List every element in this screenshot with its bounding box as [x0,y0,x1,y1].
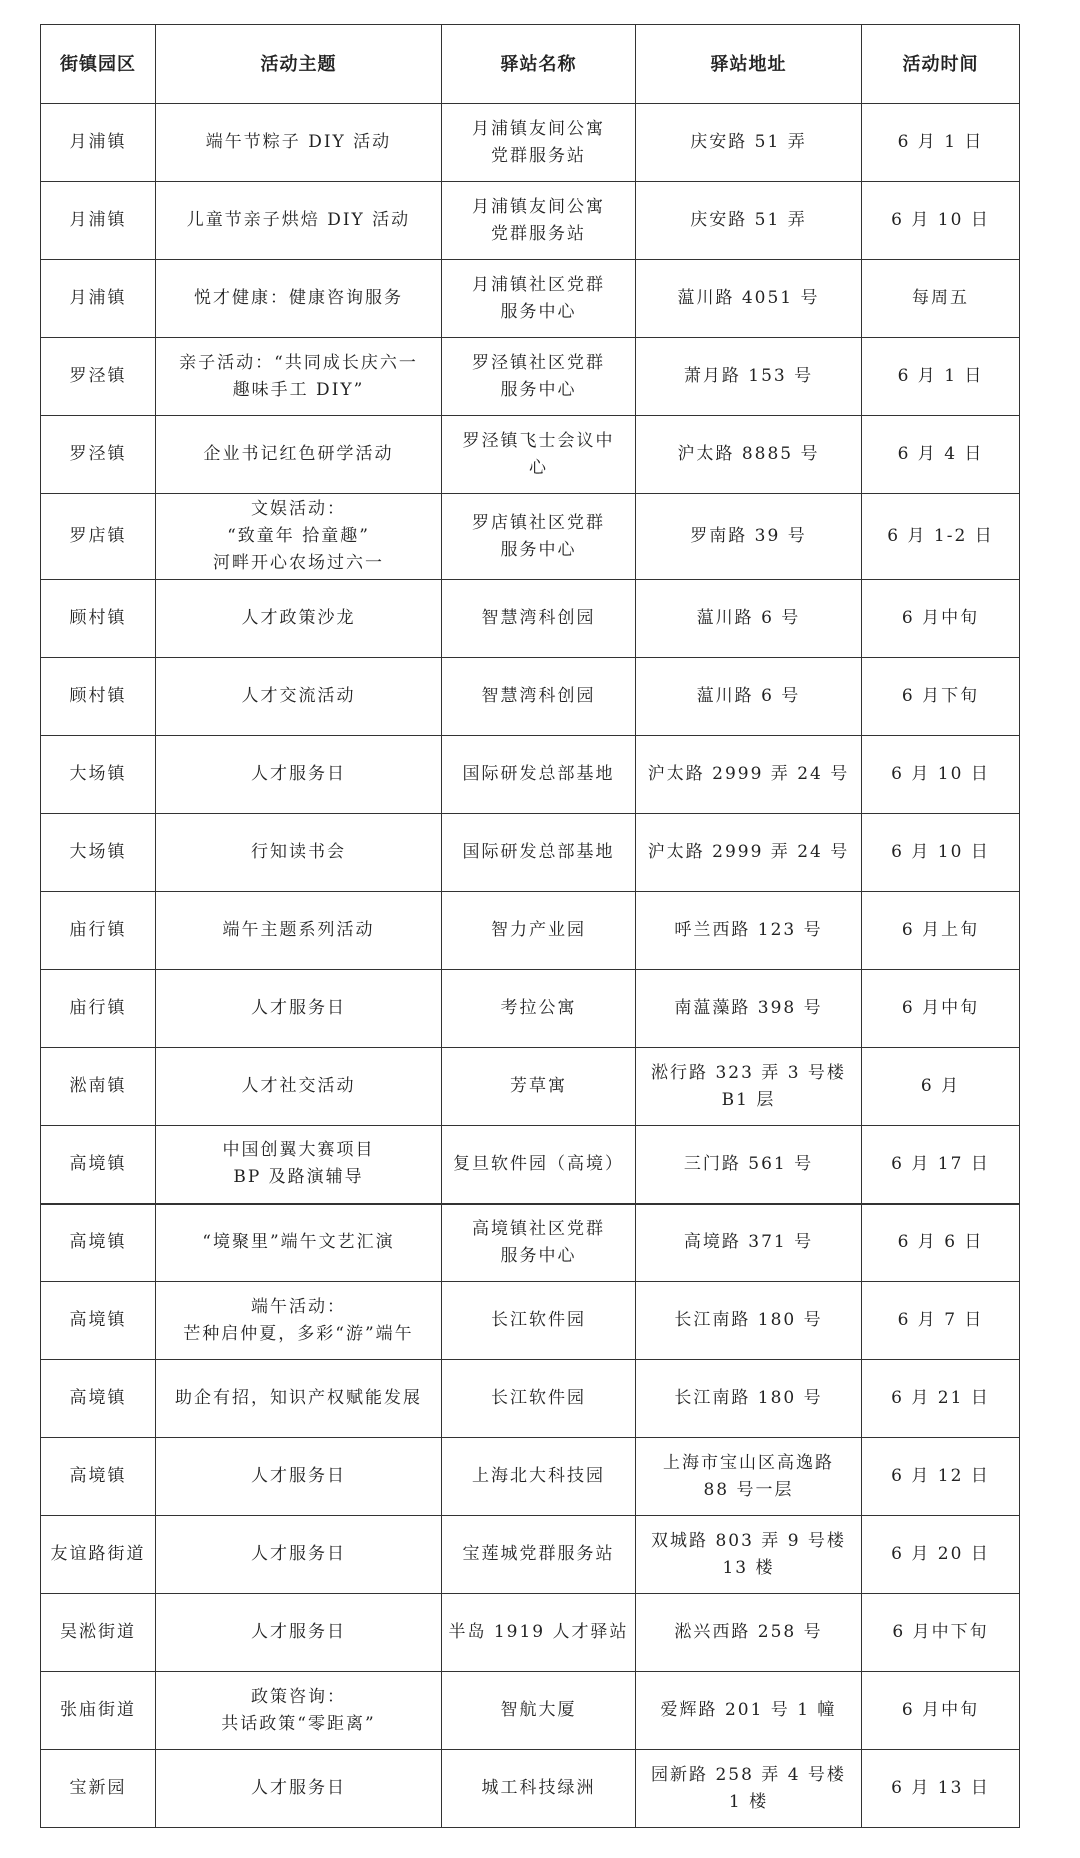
cell-theme [156,1360,442,1438]
cell-line: 呼兰西路 123 号 [674,920,823,940]
cell-station [442,580,636,658]
cell-town: 高境镇 [41,1360,156,1438]
cell-time: 6 月 20 日 [862,1516,1020,1594]
cell-line: 端午节粽子 DIY 活动 [205,132,392,152]
cell-line: 国际研发总部基地 [462,842,615,862]
cell-time: 6 月 21 日 [862,1360,1020,1438]
cell-time: 6 月上旬 [862,892,1020,970]
cell-station [442,736,636,814]
cell-town: 高境镇 [41,1282,156,1360]
cell-theme [156,1594,442,1672]
cell-line: 月浦镇友间公寓 [472,196,605,217]
cell-line: 人才服务日 [251,1778,346,1798]
table-row [41,260,1020,338]
cell-line: 国际研发总部基地 [462,764,615,784]
cell-address [636,1126,862,1204]
cell-line: 人才服务日 [251,1466,346,1486]
cell-line: 淞兴西路 258 号 [674,1622,823,1642]
header-address: 驿站地址 [636,25,862,104]
cell-line: 长江南路 180 号 [674,1388,823,1408]
cell-town: 友谊路街道 [41,1516,156,1594]
cell-station [442,1672,636,1750]
cell-line: 罗南路 39 号 [690,526,807,546]
cell-address [636,182,862,260]
activity-table [40,24,1020,1828]
table-header-row [41,25,1020,104]
cell-town: 吴淞街道 [41,1594,156,1672]
cell-address [636,416,862,494]
cell-line: 芳草寓 [510,1076,567,1096]
cell-line: 上海北大科技园 [472,1466,605,1486]
cell-town: 庙行镇 [41,970,156,1048]
cell-line: BP 及路演辅导 [233,1167,364,1188]
cell-line: 服务中心 [500,539,577,560]
cell-line: 人才服务日 [251,998,346,1018]
cell-line: 蕰川路 6 号 [696,686,801,706]
cell-time: 6 月 12 日 [862,1438,1020,1516]
cell-station [442,1438,636,1516]
cell-station [442,1282,636,1360]
cell-station [442,814,636,892]
table-row [41,1672,1020,1750]
cell-time: 6 月 7 日 [862,1282,1020,1360]
cell-line: 沪太路 2999 弄 24 号 [647,842,850,862]
cell-line: B1 层 [721,1089,776,1110]
cell-line: 长江南路 180 号 [674,1310,823,1330]
table-row [41,494,1020,580]
cell-theme [156,580,442,658]
cell-line: 党群服务站 [491,223,586,244]
cell-town: 月浦镇 [41,182,156,260]
cell-address [636,970,862,1048]
cell-line: 助企有招，知识产权赋能发展 [175,1388,422,1408]
cell-station [442,1048,636,1126]
cell-line: 庆安路 51 弄 [690,210,807,230]
cell-time: 6 月中旬 [862,580,1020,658]
cell-line: 亲子活动：“共同成长庆六一 [179,352,418,373]
cell-time: 6 月 [862,1048,1020,1126]
cell-town: 高境镇 [41,1204,156,1282]
cell-theme [156,658,442,736]
cell-town: 庙行镇 [41,892,156,970]
cell-theme [156,1282,442,1360]
cell-address [636,1360,862,1438]
cell-address [636,814,862,892]
cell-theme [156,814,442,892]
cell-line: 13 楼 [722,1557,775,1578]
cell-time: 6 月 1-2 日 [862,494,1020,580]
cell-theme [156,260,442,338]
cell-time: 6 月 10 日 [862,814,1020,892]
cell-address [636,1594,862,1672]
cell-line: 蕰川路 4051 号 [677,288,820,308]
cell-town: 罗泾镇 [41,338,156,416]
table-row [41,416,1020,494]
cell-time: 6 月 10 日 [862,736,1020,814]
table-row [41,892,1020,970]
cell-line: 1 楼 [728,1791,769,1812]
cell-town: 罗店镇 [41,494,156,580]
cell-theme [156,736,442,814]
cell-line: 中国创翼大赛项目 [222,1140,375,1161]
cell-theme [156,338,442,416]
cell-station [442,104,636,182]
cell-line: 城工科技绿洲 [481,1778,596,1798]
cell-address [636,104,862,182]
cell-line: 园新路 258 弄 4 号楼 [651,1764,846,1785]
cell-line: 月浦镇社区党群 [472,274,605,295]
cell-town: 月浦镇 [41,104,156,182]
cell-town: 大场镇 [41,736,156,814]
cell-line: 政策咨询： [251,1686,346,1707]
cell-line: 上海市宝山区高逸路 [663,1452,834,1473]
cell-line: 芒种启仲夏，多彩“游”端午 [183,1323,414,1344]
cell-time: 6 月 4 日 [862,416,1020,494]
cell-time: 6 月 13 日 [862,1750,1020,1828]
cell-line: 服务中心 [500,301,577,322]
cell-line: 罗泾镇飞士会议中 [462,430,615,451]
cell-town: 高境镇 [41,1126,156,1204]
cell-theme [156,1672,442,1750]
cell-line: 智力产业园 [491,920,586,940]
cell-line: 儿童节亲子烘焙 DIY 活动 [186,210,411,230]
cell-address [636,1516,862,1594]
cell-address [636,1438,862,1516]
cell-town: 宝新园 [41,1750,156,1828]
cell-town: 大场镇 [41,814,156,892]
cell-line: 萧月路 153 号 [683,366,814,386]
cell-line: 人才服务日 [251,1544,346,1564]
header-theme: 活动主题 [156,25,442,104]
cell-address [636,1672,862,1750]
table-row [41,182,1020,260]
cell-time: 6 月 10 日 [862,182,1020,260]
table-row [41,814,1020,892]
cell-station [442,1360,636,1438]
cell-station [442,658,636,736]
cell-time: 6 月中旬 [862,970,1020,1048]
cell-line: 服务中心 [500,379,577,400]
cell-line: 南蕰藻路 398 号 [674,998,823,1018]
cell-theme [156,1516,442,1594]
cell-theme [156,970,442,1048]
table-row [41,1360,1020,1438]
cell-address [636,1204,862,1282]
cell-line: 人才交流活动 [241,686,356,706]
cell-town: 月浦镇 [41,260,156,338]
cell-line: 端午主题系列活动 [222,920,375,940]
cell-address [636,494,862,580]
cell-line: 高境镇社区党群 [472,1218,605,1239]
cell-station [442,1594,636,1672]
cell-line: 双城路 803 弄 9 号楼 [651,1530,846,1551]
table-row [41,338,1020,416]
cell-line: 三门路 561 号 [683,1153,814,1174]
cell-line: 服务中心 [500,1245,577,1266]
table-row [41,1594,1020,1672]
cell-line: 人才服务日 [251,764,346,784]
cell-station [442,1126,636,1204]
cell-address [636,658,862,736]
cell-line: 共话政策“零距离” [221,1713,376,1734]
header-town: 街镇园区 [41,25,156,104]
cell-address [636,892,862,970]
cell-line: 人才服务日 [251,1622,346,1642]
cell-line: 罗泾镇社区党群 [472,352,605,373]
cell-line: 智慧湾科创园 [481,608,596,628]
header-station: 驿站名称 [442,25,636,104]
cell-town: 顾村镇 [41,658,156,736]
cell-address [636,736,862,814]
cell-line: 庆安路 51 弄 [690,132,807,152]
table-row [41,1438,1020,1516]
cell-theme [156,1126,442,1204]
cell-station [442,892,636,970]
cell-line: 河畔开心农场过六一 [213,553,384,573]
cell-station [442,416,636,494]
cell-station [442,338,636,416]
cell-line: 智慧湾科创园 [481,686,596,706]
cell-address [636,1282,862,1360]
cell-station [442,970,636,1048]
table-row [41,1516,1020,1594]
cell-line: 沪太路 8885 号 [677,444,820,464]
cell-line: 党群服务站 [491,145,586,166]
table-row [41,1126,1020,1204]
cell-town: 淞南镇 [41,1048,156,1126]
cell-station [442,1516,636,1594]
cell-line: 沪太路 2999 弄 24 号 [647,764,850,784]
cell-line: 蕰川路 6 号 [696,608,801,628]
cell-station [442,1204,636,1282]
cell-line: 月浦镇友间公寓 [472,118,605,139]
cell-theme [156,494,442,580]
cell-line: 悦才健康：健康咨询服务 [194,288,403,308]
cell-line: 心 [529,457,548,478]
cell-line: 爱辉路 201 号 1 幢 [660,1700,837,1720]
cell-station [442,1750,636,1828]
cell-theme [156,1048,442,1126]
cell-address [636,1048,862,1126]
cell-time: 6 月中下旬 [862,1594,1020,1672]
cell-station [442,182,636,260]
cell-line: 长江软件园 [491,1388,586,1408]
cell-time: 6 月 6 日 [862,1204,1020,1282]
cell-line: 行知读书会 [251,842,346,862]
cell-town: 顾村镇 [41,580,156,658]
cell-address [636,338,862,416]
cell-theme [156,416,442,494]
cell-line: 罗店镇社区党群 [472,512,605,533]
cell-address [636,1750,862,1828]
cell-line: 长江软件园 [491,1310,586,1330]
table-row [41,1750,1020,1828]
header-time: 活动时间 [862,25,1020,104]
cell-line: 淞行路 323 弄 3 号楼 [651,1062,846,1083]
cell-time: 6 月 1 日 [862,104,1020,182]
cell-line: 人才社交活动 [241,1076,356,1096]
cell-time: 6 月 1 日 [862,338,1020,416]
cell-theme [156,104,442,182]
cell-theme [156,182,442,260]
cell-station [442,494,636,580]
table-row [41,1048,1020,1126]
table-row [41,658,1020,736]
table-row [41,736,1020,814]
cell-time: 每周五 [862,260,1020,338]
table-row [41,580,1020,658]
cell-town: 张庙街道 [41,1672,156,1750]
cell-theme [156,1438,442,1516]
cell-line: 智航大厦 [500,1700,577,1720]
cell-line: 趣味手工 DIY” [232,379,365,400]
cell-line: 考拉公寓 [500,998,577,1018]
cell-station [442,260,636,338]
cell-town: 罗泾镇 [41,416,156,494]
cell-address [636,260,862,338]
cell-time: 6 月中旬 [862,1672,1020,1750]
cell-town: 高境镇 [41,1438,156,1516]
cell-line: “境聚里”端午文艺汇演 [202,1232,395,1253]
cell-line: 人才政策沙龙 [241,608,356,628]
cell-line: 复旦软件园（高境） [453,1153,624,1174]
cell-address [636,580,862,658]
cell-line: 端午活动： [251,1296,346,1317]
cell-line: “致童年 拾童趣” [227,526,370,546]
cell-line: 88 号一层 [703,1479,794,1500]
table-row [41,970,1020,1048]
cell-line: 宝莲城党群服务站 [462,1544,615,1564]
cell-theme [156,1750,442,1828]
cell-line: 半岛 1919 人才驿站 [448,1622,629,1642]
cell-line: 企业书记红色研学活动 [203,444,394,464]
cell-line: 文娱活动： [251,499,346,519]
cell-theme [156,892,442,970]
table-row [41,1282,1020,1360]
cell-time: 6 月 17 日 [862,1126,1020,1204]
table-row [41,1204,1020,1282]
table-body [41,104,1020,1828]
cell-time: 6 月下旬 [862,658,1020,736]
cell-line: 高境路 371 号 [683,1232,814,1253]
cell-theme [156,1204,442,1282]
table-row [41,104,1020,182]
